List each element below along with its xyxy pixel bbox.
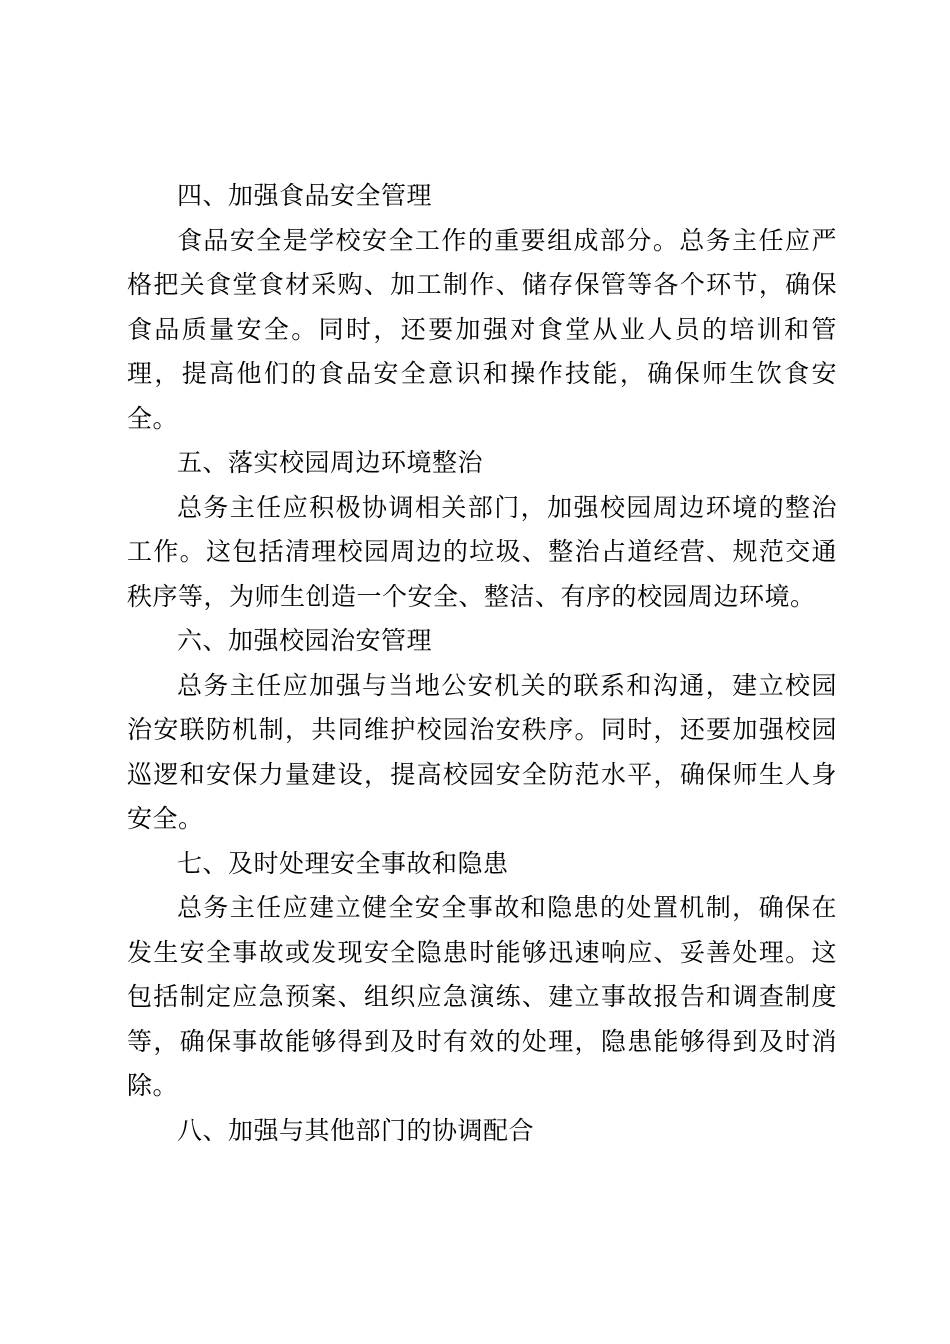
section-body-4: 食品安全是学校安全工作的重要组成部分。总务主任应严格把关食堂食材采购、加工制作、储存保管等各个环节，确保食品质量安全。同时，还要加强对食堂从业人员的培训和管理，提高他们的食品安全意识和操作技能，确保师生饮食安全。 bbox=[127, 225, 837, 433]
document-page bbox=[127, 174, 837, 1153]
section-heading-4: 四、加强食品安全管理 bbox=[177, 181, 433, 210]
section-heading-7: 七、及时处理安全事故和隐患 bbox=[177, 848, 509, 878]
section-body-5: 总务主任应积极协调相关部门，加强校园周边环境的整治工作。这包括清理校园周边的垃圾、整治占道经营、规范交通秩序等，为师生创造一个安全、整洁、有序的校园周边环境。 bbox=[127, 492, 837, 611]
section-heading-5: 五、落实校园周边环境整治 bbox=[177, 448, 484, 477]
section-heading-6: 六、加强校园治安管理 bbox=[177, 626, 433, 655]
section-heading-8: 八、加强与其他部门的协调配合 bbox=[177, 1115, 535, 1145]
section-body-6: 总务主任应加强与当地公安机关的联系和沟通，建立校园治安联防机制，共同维护校园治安秩序。同时，还要加强校园巡逻和安保力量建设，提高校园安全防范水平，确保师生人身安全。 bbox=[127, 670, 837, 833]
section-body-7: 总务主任应建立健全安全事故和隐患的处置机制，确保在发生安全事故或发现安全隐患时能够迅速响应、妥善处理。这包括制定应急预案、组织应急演练、建立事故报告和调查制度等，确保事故能够得到及时有效的处理，隐患能够得到及时消除。 bbox=[127, 893, 837, 1100]
